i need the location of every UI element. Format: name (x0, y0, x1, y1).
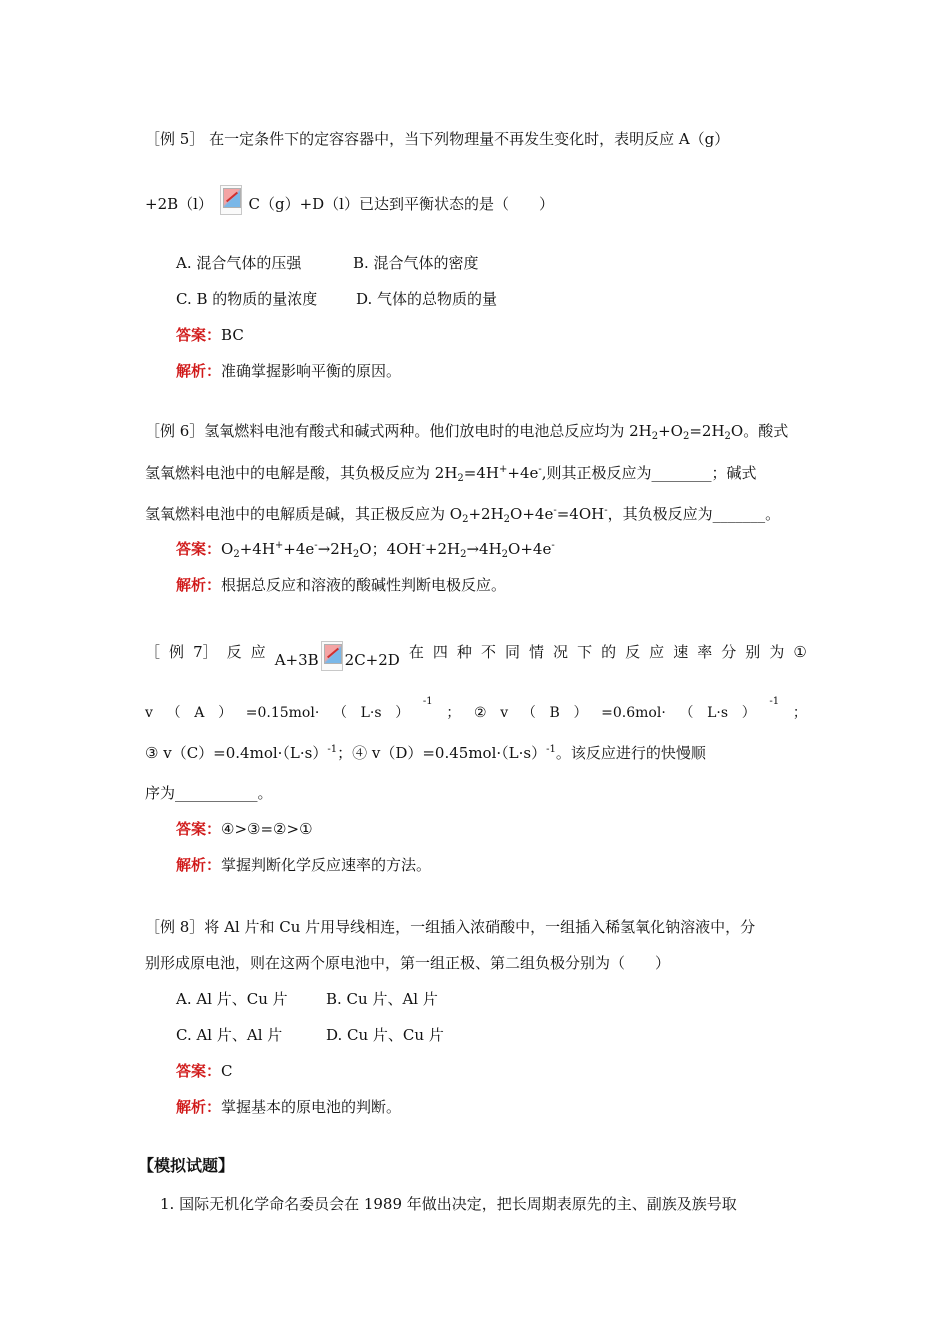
word: A (194, 705, 205, 721)
text-run: =4H (463, 464, 499, 482)
text-run: →2H (317, 540, 353, 558)
text-run: O。酸式 (730, 422, 789, 440)
ex5-option-b: B. 混合气体的密度 (353, 254, 479, 272)
superscript: - (551, 540, 555, 551)
broken-image-icon (321, 641, 343, 671)
subscript: 2 (724, 431, 731, 442)
word: v (145, 705, 153, 721)
ex6-line-1 (145, 420, 788, 442)
word: ［ (145, 643, 161, 661)
ex8-analysis (176, 1096, 401, 1118)
text-run: +2H (468, 505, 504, 523)
subscript: 2 (457, 473, 464, 484)
word: ） (218, 705, 233, 721)
ex5-line-1: ［例 5］ 在一定条件下的定容容器中，当下列物理量不再发生变化时，表明反应 A（g） (145, 130, 730, 148)
word: 的 (601, 643, 617, 661)
ex8-option-b: B. Cu 片、Al 片 (326, 990, 438, 1008)
text-run: +4e (283, 540, 315, 558)
word: 别 (745, 643, 761, 661)
superscript: - (604, 505, 608, 516)
answer-value: C (221, 1062, 233, 1080)
ex6-analysis (176, 574, 506, 596)
text-run: +4e (507, 464, 539, 482)
word: v (500, 705, 509, 721)
ex5-answer (176, 324, 244, 346)
text-run: +2H (424, 540, 461, 558)
text-run: ③ v（C）=0.4mol·（L·s） (145, 744, 328, 762)
subscript: 2 (503, 514, 511, 525)
word: 反 (226, 643, 242, 661)
answer-label: 答案： (176, 326, 222, 344)
analysis-text: 根据总反应和溶液的酸碱性判断电极反应。 (221, 576, 507, 594)
ex8-option-a: A. Al 片、Cu 片 (176, 990, 288, 1008)
answer-label: 答案： (176, 1062, 222, 1080)
superscript: -1 (546, 744, 556, 755)
ex8-line-2: 别形成原电池，则在这两个原电池中，第一组正极、第二组负极分别为（ ） (145, 954, 671, 972)
ex6-line-3 (145, 503, 780, 525)
analysis-label: 解析： (176, 576, 222, 594)
word: L·s (360, 705, 382, 721)
word: 应 (649, 643, 665, 661)
analysis-label: 解析： (176, 856, 222, 874)
superscript: -1 (769, 696, 780, 707)
analysis-text: 掌握判断化学反应速率的方法。 (221, 856, 432, 874)
word: 速 (673, 643, 689, 661)
subscript: 2 (682, 431, 690, 442)
text-run: →4H (466, 540, 502, 558)
word: 种 (456, 643, 472, 661)
text-run: ，其负极反应为_______。 (607, 505, 781, 523)
broken-image-icon (220, 185, 242, 215)
ex7-answer (176, 818, 313, 840)
analysis-label: 解析： (176, 1098, 222, 1116)
ex8-answer (176, 1060, 233, 1082)
answer-label: 答案： (176, 820, 222, 838)
superscript: - (553, 505, 557, 516)
ex7-line-3 (145, 742, 706, 764)
text-run: +O (658, 422, 683, 440)
word: （ (521, 705, 536, 721)
superscript: + (498, 464, 508, 475)
ex5-line-2 (145, 185, 554, 215)
text-run: O+4e (510, 505, 554, 523)
ex8-line-1: ［例 8］将 Al 片和 Cu 片用导线相连，一组插入浓硝酸中，一组插入稀氢氧化钠溶液中，分 (145, 918, 756, 936)
word: =0.6mol· (601, 705, 666, 721)
word: 反 (625, 643, 641, 661)
ex5-line-2a: +2B（l） (145, 195, 213, 213)
subscript: 2 (460, 549, 467, 560)
ex6-line-2 (145, 462, 757, 484)
word: 为 (769, 643, 785, 661)
text-run: 氢氧燃料电池中的电解是酸，其负极反应为 2H (145, 464, 458, 482)
word: B (549, 705, 560, 721)
word: =0.15mol· (245, 705, 320, 721)
word: （ (332, 705, 347, 721)
ex6-answer (176, 538, 555, 560)
question-1: 1. 国际无机化学命名委员会在 1989 年做出决定，把长周期表原先的主、副族及族号取 (160, 1195, 737, 1213)
word: 7］ (193, 643, 218, 661)
text-run: +4H (239, 540, 275, 558)
text-run: O+4e (508, 540, 552, 558)
superscript: - (421, 540, 425, 551)
superscript: - (538, 464, 542, 475)
superscript: - (314, 540, 318, 551)
answer-value: ④>③=②>① (221, 820, 313, 838)
word: 率 (697, 643, 713, 661)
text-run: ,则其正极反应为________；碱式 (541, 464, 757, 482)
superscript: -1 (327, 744, 338, 755)
word: ； (792, 705, 807, 721)
text-run: =4OH (556, 505, 605, 523)
ex7-line-1 (145, 641, 807, 671)
text-run: O；4OH (359, 540, 422, 558)
ex7-line-4: 序为___________。 (145, 784, 273, 802)
word: 同 (504, 643, 520, 661)
ex5-option-c: C. B 的物质的量浓度 (176, 290, 318, 308)
text-run: O (221, 540, 234, 558)
superscript: + (274, 540, 284, 551)
word: （ (166, 705, 181, 721)
word: 情 (529, 643, 545, 661)
text-run: 。该反应进行的快慢顺 (555, 744, 706, 762)
word: ； (446, 705, 461, 721)
word: ） (395, 705, 410, 721)
ex5-option-a: A. 混合气体的压强 (176, 254, 302, 272)
word: 2C+2D (344, 651, 400, 669)
answer-label: 答案： (176, 540, 222, 558)
word: 在 (408, 643, 424, 661)
text-run: =2H (689, 422, 725, 440)
word: 四 (432, 643, 448, 661)
ex5-option-d: D. 气体的总物质的量 (356, 290, 498, 308)
word: 下 (577, 643, 593, 661)
ex7-line-2 (145, 696, 807, 724)
subscript: 2 (352, 549, 360, 560)
superscript: -1 (422, 696, 433, 707)
ex7-analysis (176, 854, 431, 876)
subscript: 2 (651, 431, 659, 442)
text-run: ［例 6］氢氧燃料电池有酸式和碱式两种。他们放电时的电池总反应均为 2H (145, 422, 652, 440)
word: 例 (169, 643, 185, 661)
ex5-analysis (176, 360, 401, 382)
ex8-option-d: D. Cu 片、Cu 片 (326, 1026, 444, 1044)
ex8-option-c: C. Al 片、Al 片 (176, 1026, 283, 1044)
text-run: ；④ v（D）=0.45mol·（L·s） (337, 744, 547, 762)
word: A+3B (274, 651, 319, 669)
answer-value: BC (221, 326, 244, 344)
section-heading: 【模拟试题】 (138, 1156, 235, 1175)
word: ② (474, 705, 487, 721)
analysis-text: 掌握基本的原电池的判断。 (221, 1098, 402, 1116)
word: （ (679, 705, 694, 721)
ex5-line-2b: C（g）+D（l）已达到平衡状态的是（ ） (248, 195, 554, 213)
word: L·s (707, 705, 729, 721)
word: ① (793, 643, 807, 661)
word: ） (741, 705, 756, 721)
reaction-left (275, 641, 400, 671)
analysis-label: 解析： (176, 362, 222, 380)
subscript: 2 (462, 514, 469, 525)
word: 不 (480, 643, 496, 661)
word: 应 (250, 643, 266, 661)
word: 况 (553, 643, 569, 661)
text-run: 氢氧燃料电池中的电解质是碱，其正极反应为 O (145, 505, 463, 523)
word: 分 (721, 643, 737, 661)
subscript: 2 (501, 549, 509, 560)
subscript: 2 (233, 549, 240, 560)
analysis-text: 准确掌握影响平衡的原因。 (221, 362, 402, 380)
word: ） (573, 705, 588, 721)
